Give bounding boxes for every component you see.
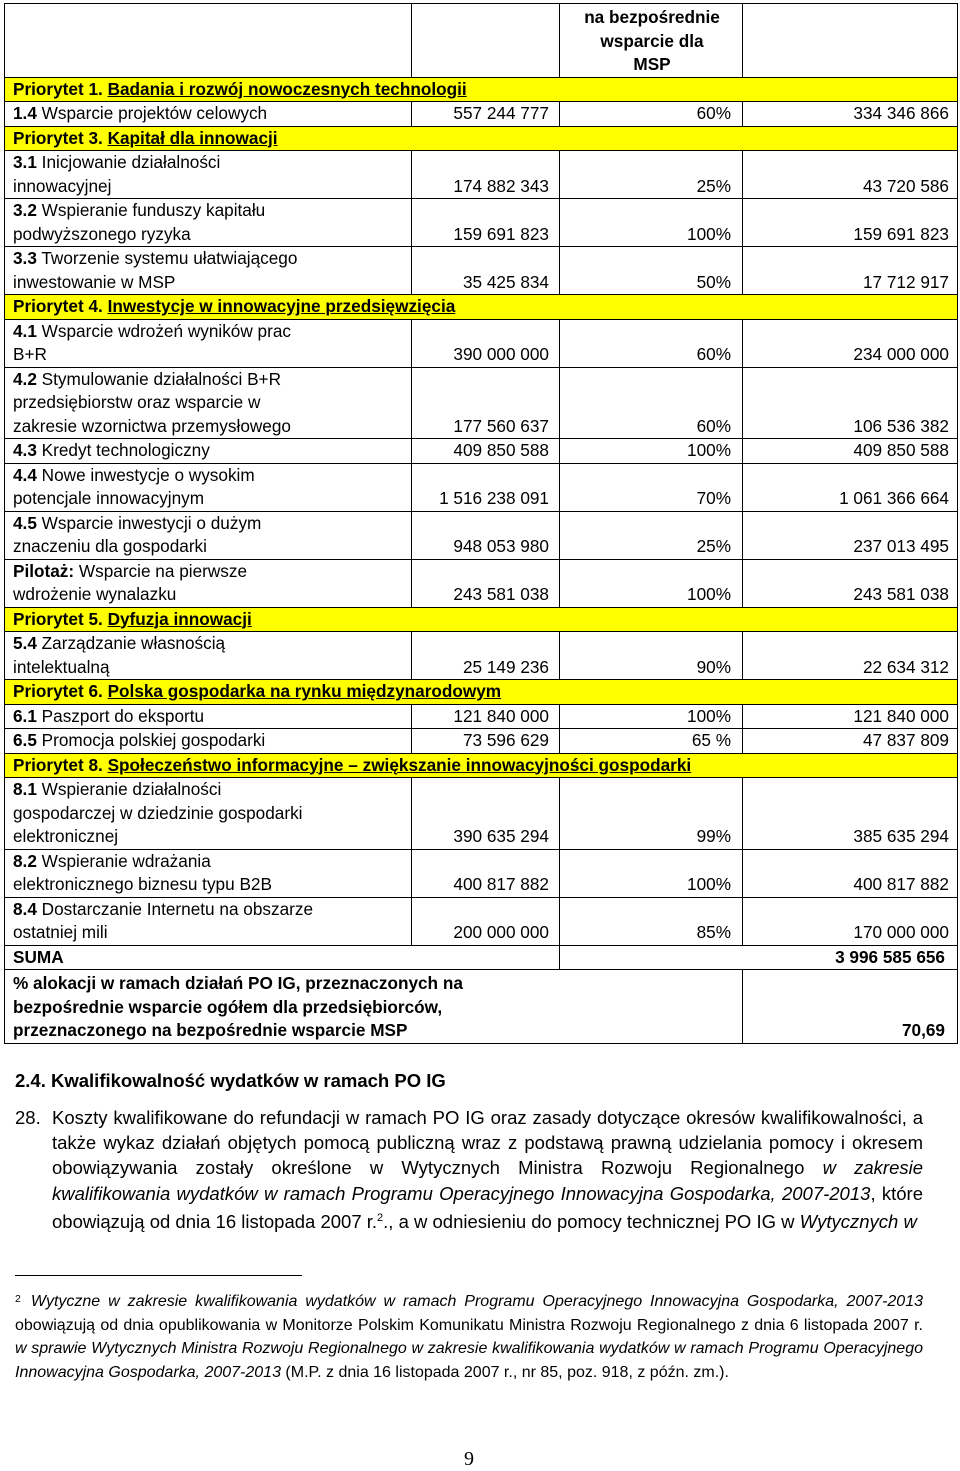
measure-amount: 948 053 980 xyxy=(412,511,560,559)
measure-title: Zarządzanie własnością xyxy=(36,633,226,653)
measure-name xyxy=(5,897,412,945)
measure-title: Promocja polskiej gospodarki xyxy=(36,730,266,750)
measure-name xyxy=(5,319,412,367)
measure-percent: 100% xyxy=(560,849,743,897)
measure-number: 8.1 xyxy=(13,779,37,799)
measure-amount: 1 516 238 091 xyxy=(412,463,560,511)
priority-number: Priorytet 6. xyxy=(13,681,108,701)
measure-name-line: znaczeniu dla gospodarki xyxy=(13,536,207,556)
measure-number: 4.3 xyxy=(13,440,37,460)
priority-label xyxy=(5,680,958,705)
measure-row xyxy=(5,897,958,945)
measure-percent: 60% xyxy=(560,102,743,127)
measure-amount: 390 000 000 xyxy=(412,319,560,367)
measure-row xyxy=(5,632,958,680)
measure-msp-amount: 170 000 000 xyxy=(743,897,958,945)
measure-amount: 121 840 000 xyxy=(412,704,560,729)
page-number: 9 xyxy=(464,1448,474,1470)
measure-name-line xyxy=(13,320,405,344)
header-line: wsparcie dla xyxy=(600,30,704,51)
measure-number: 4.2 xyxy=(13,368,37,389)
measure-percent: 70% xyxy=(560,463,743,511)
measure-title: Wsparcie wdrożeń wyników prac xyxy=(36,320,291,341)
measure-name xyxy=(5,849,412,897)
priority-title: Dyfuzja innowacji xyxy=(107,608,252,629)
priority-row xyxy=(5,126,958,151)
footnote-text-italic: Wytyczne w zakresie kwalifikowania wydatków w ramach Programu Operacyjnego Innowacyjna Gospodarka, 2007-2013 xyxy=(30,1293,923,1310)
measure-name-line: ostatniej mili xyxy=(13,922,108,942)
footnote-text-part: (M.P. z dnia 16 listopada 2007 r., nr 85, poz. 918, z późn. zm.). xyxy=(280,1363,729,1381)
measure-title: Inicjowanie działalności xyxy=(36,152,221,172)
priority-row xyxy=(5,295,958,320)
measure-number: 4.4 xyxy=(13,464,37,485)
measure-row xyxy=(5,778,958,850)
measure-title: Stymulowanie działalności B+R xyxy=(36,368,281,389)
measure-number: 8.4 xyxy=(13,898,37,919)
paragraph-text-part: ., a w odniesieniu do pomocy technicznej PO IG w xyxy=(383,1210,800,1232)
sum-row xyxy=(5,945,958,970)
measure-name-line xyxy=(13,151,405,175)
measure-title: Wspieranie wdrażania xyxy=(36,850,211,871)
measure-name-line xyxy=(13,102,405,126)
measure-msp-amount: 22 634 312 xyxy=(743,632,958,680)
sum-value: 3 996 585 656 xyxy=(560,945,958,970)
measure-title: Kredyt technologiczny xyxy=(36,440,210,460)
priority-label xyxy=(5,753,958,778)
measure-percent: 60% xyxy=(560,367,743,439)
priority-label xyxy=(5,295,958,320)
priority-title: Społeczeństwo informacyjne – zwiększanie innowacyjności gospodarki xyxy=(107,754,692,775)
measure-title: Paszport do eksportu xyxy=(36,705,205,726)
measure-row xyxy=(5,151,958,199)
measure-name-line xyxy=(13,778,405,802)
measure-name-line: elektronicznej xyxy=(13,826,119,846)
measure-number: 3.3 xyxy=(13,248,37,268)
measure-amount: 177 560 637 xyxy=(412,367,560,439)
msp-share-line: bezpośrednie wsparcie ogółem dla przedsiębiorców, xyxy=(13,996,443,1017)
measure-title: Tworzenie systemu ułatwiającego xyxy=(36,248,298,268)
paragraph-text-part: , które obowiązują od dnia 16 listopada 2007 r. xyxy=(52,1182,923,1232)
measure-row xyxy=(5,559,958,607)
measure-percent: 100% xyxy=(560,439,743,464)
header-line: na bezpośrednie xyxy=(584,7,720,27)
measure-row xyxy=(5,367,958,439)
measure-row xyxy=(5,849,958,897)
measure-msp-amount: 1 061 366 664 xyxy=(743,463,958,511)
measure-name-line xyxy=(13,464,405,488)
measure-msp-amount: 243 581 038 xyxy=(743,559,958,607)
priority-number: Priorytet 1. xyxy=(13,78,108,99)
measure-msp-amount: 159 691 823 xyxy=(743,199,958,247)
measure-percent: 100% xyxy=(560,704,743,729)
allocation-table xyxy=(4,3,958,1044)
measure-msp-amount: 106 536 382 xyxy=(743,367,958,439)
measure-msp-amount: 409 850 588 xyxy=(743,439,958,464)
priority-row xyxy=(5,753,958,778)
measure-msp-amount: 17 712 917 xyxy=(743,247,958,295)
measure-name-line: przedsiębiorstw oraz wsparcie w xyxy=(13,392,261,412)
measure-name-line: elektronicznego biznesu typu B2B xyxy=(13,874,272,894)
measure-name-line xyxy=(13,898,405,922)
footnote-mark: 2 xyxy=(15,1293,21,1305)
measure-name xyxy=(5,199,412,247)
measure-number: 4.5 xyxy=(13,512,37,533)
measure-row xyxy=(5,319,958,367)
msp-share-line: % alokacji w ramach działań PO IG, przeznaczonych na xyxy=(13,973,463,993)
measure-msp-amount: 43 720 586 xyxy=(743,151,958,199)
measure-name-line xyxy=(13,247,405,271)
paragraph-text-italic: Wytycznych w xyxy=(799,1210,917,1232)
paragraph-28 xyxy=(15,1105,923,1234)
measure-name-line xyxy=(13,729,405,753)
measure-percent: 85% xyxy=(560,897,743,945)
measure-amount: 400 817 882 xyxy=(412,849,560,897)
measure-name-line: potencjale innowacyjnym xyxy=(13,488,205,508)
paragraph-text-italic: w zakresie kwalifikowania wydatków w ramach Programu Operacyjnego Innowacyjna Gospodarka, 2007-2013 xyxy=(52,1157,924,1204)
measure-name-line xyxy=(13,439,405,463)
measure-name-line: B+R xyxy=(13,344,47,364)
measure-row xyxy=(5,729,958,754)
measure-percent: 50% xyxy=(560,247,743,295)
priority-title: Badania i rozwój nowoczesnych technologii xyxy=(107,78,467,99)
priority-title: Inwestycje w innowacyjne przedsięwzięcia xyxy=(107,296,456,316)
measure-name-line xyxy=(13,368,405,392)
header-cell-empty xyxy=(5,4,412,78)
priority-label xyxy=(5,126,958,151)
measure-row xyxy=(5,102,958,127)
msp-share-value: 70,69 xyxy=(743,970,958,1044)
measure-msp-amount: 334 346 866 xyxy=(743,102,958,127)
measure-title: Dostarczanie Internetu na obszarze xyxy=(36,898,314,919)
footnote-reference[interactable]: 2 xyxy=(377,1211,384,1224)
priority-row xyxy=(5,680,958,705)
measure-name xyxy=(5,559,412,607)
paragraph-text-part: Koszty kwalifikowane do refundacji w ramach PO IG oraz zasady dotyczące okresów kwalifikowalności, a także wykaz działań objętych pomocą publiczną wraz z podstawą prawną udzielania pomocy i okresem obowiązywania zostały określone w Wytycznych Ministra Rozwoju Regionalnego xyxy=(52,1107,923,1179)
footnote-text-part: obowiązują od dnia opublikowania w Monitorze Polskim Komunikatu Ministra Rozwoju Regionalnego z dnia 6 listopada 2007 r. xyxy=(15,1316,923,1334)
measure-name xyxy=(5,463,412,511)
measure-percent: 100% xyxy=(560,559,743,607)
measure-name-line: podwyższonego ryzyka xyxy=(13,223,191,244)
measure-percent: 100% xyxy=(560,199,743,247)
measure-name-line xyxy=(13,850,405,874)
measure-amount: 390 635 294 xyxy=(412,778,560,850)
priority-number: Priorytet 4. xyxy=(13,296,108,316)
priority-title: Polska gospodarka na rynku międzynarodowym xyxy=(107,681,502,701)
msp-share-row xyxy=(5,970,958,1044)
table-header-row xyxy=(5,4,958,78)
measure-amount: 409 850 588 xyxy=(412,439,560,464)
measure-amount: 243 581 038 xyxy=(412,559,560,607)
header-cell-empty xyxy=(412,4,560,78)
measure-amount: 200 000 000 xyxy=(412,897,560,945)
priority-row xyxy=(5,607,958,632)
measure-name xyxy=(5,247,412,295)
paragraph-text xyxy=(52,1105,923,1234)
measure-amount: 35 425 834 xyxy=(412,247,560,295)
measure-number: Pilotaż: xyxy=(13,560,75,581)
measure-name-line: wdrożenie wynalazku xyxy=(13,584,177,604)
measure-number: 5.4 xyxy=(13,633,37,653)
measure-row xyxy=(5,439,958,464)
footnote-text-italic: w sprawie Wytycznych Ministra Rozwoju Regionalnego w zakresie kwalifikowania wydatków w ramach Programu Operacyjnego Innowacyjna Gospodarka, 2007-2013 xyxy=(15,1340,923,1381)
measure-amount: 174 882 343 xyxy=(412,151,560,199)
measure-amount: 159 691 823 xyxy=(412,199,560,247)
measure-msp-amount: 121 840 000 xyxy=(743,704,958,729)
measure-name xyxy=(5,729,412,754)
measure-amount: 557 244 777 xyxy=(412,102,560,127)
measure-amount: 73 596 629 xyxy=(412,729,560,754)
priority-row xyxy=(5,77,958,102)
header-line: MSP xyxy=(633,54,671,74)
measure-number: 8.2 xyxy=(13,850,37,871)
measure-name-line xyxy=(13,512,405,536)
measure-title: Wspieranie działalności xyxy=(36,779,222,799)
priority-label xyxy=(5,77,958,102)
header-cell-empty xyxy=(743,4,958,78)
measure-name-line: intelektualną xyxy=(13,656,110,677)
measure-msp-amount: 237 013 495 xyxy=(743,511,958,559)
measure-msp-amount: 47 837 809 xyxy=(743,729,958,754)
measure-percent: 25% xyxy=(560,151,743,199)
measure-name-line xyxy=(13,560,405,584)
measure-name xyxy=(5,439,412,464)
measure-title: Wsparcie projektów celowych xyxy=(36,103,268,123)
measure-name xyxy=(5,778,412,850)
measure-name xyxy=(5,151,412,199)
measure-percent: 65 % xyxy=(560,729,743,754)
measure-name xyxy=(5,632,412,680)
measure-title: Wspieranie funduszy kapitału xyxy=(36,200,266,220)
msp-share-line: przeznaczonego na bezpośrednie wsparcie MSP xyxy=(13,1020,408,1040)
measure-name xyxy=(5,367,412,439)
measure-percent: 90% xyxy=(560,632,743,680)
footnote xyxy=(15,1290,923,1384)
measure-row xyxy=(5,199,958,247)
measure-msp-amount: 400 817 882 xyxy=(743,849,958,897)
section-heading: 2.4. Kwalifikowalność wydatków w ramach PO IG xyxy=(15,1070,446,1091)
priority-number: Priorytet 8. xyxy=(13,754,108,775)
msp-share-label xyxy=(5,970,743,1044)
measure-title: Wsparcie inwestycji o dużym xyxy=(36,512,262,533)
measure-number: 3.2 xyxy=(13,200,37,220)
measure-name-line: innowacyjnej xyxy=(13,175,112,196)
measure-amount: 25 149 236 xyxy=(412,632,560,680)
measure-name-line xyxy=(13,632,405,656)
measure-name xyxy=(5,704,412,729)
measure-percent: 99% xyxy=(560,778,743,850)
measure-name-line xyxy=(13,199,405,223)
measure-row xyxy=(5,247,958,295)
priority-title: Kapitał dla innowacji xyxy=(107,127,278,148)
priority-label xyxy=(5,607,958,632)
priority-number: Priorytet 3. xyxy=(13,127,108,148)
measure-row xyxy=(5,704,958,729)
measure-name xyxy=(5,102,412,127)
footnote-separator xyxy=(15,1275,302,1276)
measure-name-line: inwestowanie w MSP xyxy=(13,271,176,292)
measure-number: 4.1 xyxy=(13,320,37,341)
measure-number: 6.5 xyxy=(13,730,37,750)
measure-title: Nowe inwestycje o wysokim xyxy=(36,464,255,485)
measure-number: 1.4 xyxy=(13,103,37,123)
measure-msp-amount: 385 635 294 xyxy=(743,778,958,850)
priority-number: Priorytet 5. xyxy=(13,608,108,629)
measure-number: 3.1 xyxy=(13,152,37,172)
measure-name xyxy=(5,511,412,559)
header-cell-msp-share xyxy=(560,4,743,78)
measure-percent: 25% xyxy=(560,511,743,559)
measure-title: Wsparcie na pierwsze xyxy=(74,560,248,581)
measure-name-line xyxy=(13,705,405,729)
sum-label: SUMA xyxy=(5,945,560,970)
measure-number: 6.1 xyxy=(13,705,37,726)
measure-name-line: gospodarczej w dziedzinie gospodarki xyxy=(13,802,303,823)
measure-msp-amount: 234 000 000 xyxy=(743,319,958,367)
measure-percent: 60% xyxy=(560,319,743,367)
measure-name-line: zakresie wzornictwa przemysłowego xyxy=(13,415,291,436)
paragraph-number: 28. xyxy=(15,1107,41,1128)
measure-row xyxy=(5,463,958,511)
measure-row xyxy=(5,511,958,559)
allocation-table-body xyxy=(5,4,958,946)
